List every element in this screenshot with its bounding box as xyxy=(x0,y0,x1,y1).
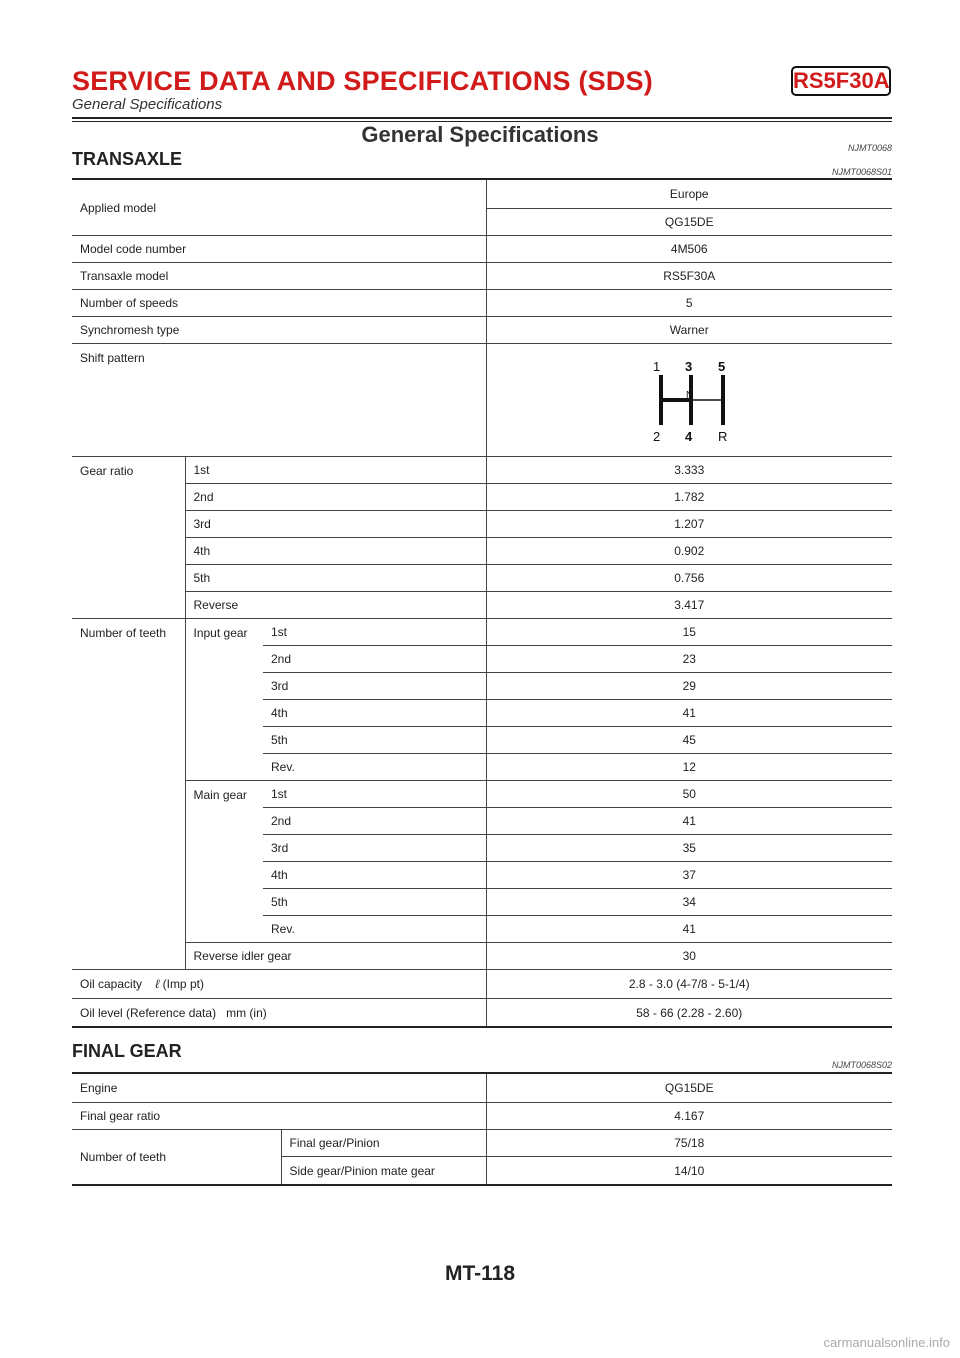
teeth-value: 35 xyxy=(486,835,892,862)
oil-capacity-label: Oil capacity xyxy=(80,977,143,991)
gear-ratio-value: 3.417 xyxy=(486,592,892,619)
teeth-gear: 5th xyxy=(263,889,486,916)
shift-label-3: 3 xyxy=(685,359,693,374)
teeth-value: 37 xyxy=(486,862,892,889)
gear-ratio-value: 1.207 xyxy=(486,511,892,538)
teeth-value: 41 xyxy=(486,808,892,835)
transaxle-ref: NJMT0068S01 xyxy=(831,167,892,177)
model-code-row xyxy=(72,236,892,263)
oil-level-row xyxy=(72,999,892,1028)
liter-icon: ℓ xyxy=(155,977,160,991)
teeth-value: 50 xyxy=(486,781,892,808)
final-gear-table xyxy=(72,1072,892,1186)
final-gear-ref: NJMT0068S02 xyxy=(831,1060,892,1070)
applied-model-engine: QG15DE xyxy=(486,209,892,236)
shift-pattern-row xyxy=(72,344,892,457)
gear-ratio-row xyxy=(72,511,892,538)
synchro-row xyxy=(72,317,892,344)
input-gear-label: Input gear xyxy=(185,619,263,781)
final-engine-value: QG15DE xyxy=(486,1073,892,1103)
teeth-gear: 4th xyxy=(263,862,486,889)
final-teeth-row xyxy=(72,1130,892,1157)
teeth-row xyxy=(72,781,892,808)
final-teeth-item: Final gear/Pinion xyxy=(281,1130,486,1157)
teeth-gear: 2nd xyxy=(263,808,486,835)
oil-level-label-cell xyxy=(72,999,486,1028)
teeth-gear: 1st xyxy=(263,781,486,808)
teeth-row xyxy=(72,619,892,646)
teeth-gear: 1st xyxy=(263,619,486,646)
transaxle-model-value: RS5F30A xyxy=(486,263,892,290)
final-ratio-row xyxy=(72,1103,892,1130)
idler-value: 30 xyxy=(486,943,892,970)
model-code-value: 4M506 xyxy=(486,236,892,263)
oil-capacity-unit: (Imp pt) xyxy=(162,977,204,991)
oil-capacity-row xyxy=(72,970,892,999)
teeth-gear: 4th xyxy=(263,700,486,727)
teeth-value: 45 xyxy=(486,727,892,754)
teeth-value: 34 xyxy=(486,889,892,916)
teeth-gear: 2nd xyxy=(263,646,486,673)
gear-ratio-row xyxy=(72,565,892,592)
oil-capacity-value: 2.8 - 3.0 (4-7/8 - 5-1/4) xyxy=(486,970,892,999)
gear-ratio-gear: 4th xyxy=(185,538,486,565)
gear-ratio-row xyxy=(72,484,892,511)
oil-level-unit: mm (in) xyxy=(226,1005,267,1020)
gear-ratio-row xyxy=(72,538,892,565)
main-gear-label: Main gear xyxy=(185,781,263,943)
teeth-value: 29 xyxy=(486,673,892,700)
final-teeth-value: 75/18 xyxy=(486,1130,892,1157)
transaxle-model-label: Transaxle model xyxy=(72,263,486,290)
shift-pattern-diagram xyxy=(639,355,739,445)
gear-ratio-gear: 3rd xyxy=(185,511,486,538)
final-ratio-value: 4.167 xyxy=(486,1103,892,1130)
final-engine-label: Engine xyxy=(72,1073,486,1103)
header-title: SERVICE DATA AND SPECIFICATIONS (SDS) xyxy=(72,66,653,96)
shift-label-n: N xyxy=(686,390,694,401)
gear-ratio-value: 1.782 xyxy=(486,484,892,511)
teeth-value: 15 xyxy=(486,619,892,646)
oil-capacity-label-cell xyxy=(72,970,486,999)
oil-level-label: Oil level (Reference data) xyxy=(80,1005,217,1020)
final-ratio-label: Final gear ratio xyxy=(72,1103,486,1130)
speeds-label: Number of speeds xyxy=(72,290,486,317)
idler-label: Reverse idler gear xyxy=(185,943,486,970)
teeth-gear: 5th xyxy=(263,727,486,754)
shift-label-4: 4 xyxy=(685,429,693,444)
gear-ratio-row xyxy=(72,592,892,619)
shift-label-1: 1 xyxy=(653,359,661,374)
shift-label-r: R xyxy=(718,429,728,444)
gear-ratio-row xyxy=(72,457,892,484)
synchro-label: Synchromesh type xyxy=(72,317,486,344)
applied-model-region: Europe xyxy=(486,179,892,209)
final-gear-heading: FINAL GEAR xyxy=(72,1041,182,1061)
idler-row xyxy=(72,943,892,970)
final-engine-row xyxy=(72,1073,892,1103)
transaxle-table xyxy=(72,178,892,1028)
shift-pattern-label: Shift pattern xyxy=(72,344,486,457)
shift-pattern-cell xyxy=(486,344,892,457)
teeth-label: Number of teeth xyxy=(72,619,185,970)
gear-ratio-gear: 2nd xyxy=(185,484,486,511)
teeth-gear: Rev. xyxy=(263,754,486,781)
applied-model-label: Applied model xyxy=(72,179,486,236)
page-title: General Specifications xyxy=(361,122,599,147)
speeds-value: 5 xyxy=(486,290,892,317)
transaxle-heading: TRANSAXLE xyxy=(72,149,183,169)
final-teeth-label: Number of teeth xyxy=(72,1130,281,1186)
speeds-row xyxy=(72,290,892,317)
page-number: MT-118 xyxy=(444,1262,516,1285)
gear-ratio-label: Gear ratio xyxy=(72,457,185,619)
oil-level-value: 58 - 66 (2.28 - 2.60) xyxy=(486,999,892,1028)
gear-ratio-value: 0.902 xyxy=(486,538,892,565)
shift-label-2: 2 xyxy=(653,429,661,444)
gear-ratio-value: 0.756 xyxy=(486,565,892,592)
teeth-gear: Rev. xyxy=(263,916,486,943)
gear-ratio-gear: 5th xyxy=(185,565,486,592)
model-code-label: Model code number xyxy=(72,236,486,263)
header-subtitle: General Specifications xyxy=(72,96,223,113)
shift-label-5: 5 xyxy=(718,359,726,374)
synchro-value: Warner xyxy=(486,317,892,344)
final-teeth-item: Side gear/Pinion mate gear xyxy=(281,1157,486,1186)
transaxle-model-row xyxy=(72,263,892,290)
final-teeth-value: 14/10 xyxy=(486,1157,892,1186)
teeth-gear: 3rd xyxy=(263,835,486,862)
applied-model-row xyxy=(72,179,892,209)
teeth-gear: 3rd xyxy=(263,673,486,700)
teeth-value: 23 xyxy=(486,646,892,673)
watermark: carmanualsonline.info xyxy=(823,1335,950,1350)
teeth-value: 41 xyxy=(486,700,892,727)
header-rule xyxy=(72,117,892,119)
teeth-value: 12 xyxy=(486,754,892,781)
gear-ratio-gear: 1st xyxy=(185,457,486,484)
teeth-value: 41 xyxy=(486,916,892,943)
page-ref: NJMT0068 xyxy=(847,143,892,153)
gear-ratio-gear: Reverse xyxy=(185,592,486,619)
header-badge: RS5F30A xyxy=(791,66,891,96)
gear-ratio-value: 3.333 xyxy=(486,457,892,484)
